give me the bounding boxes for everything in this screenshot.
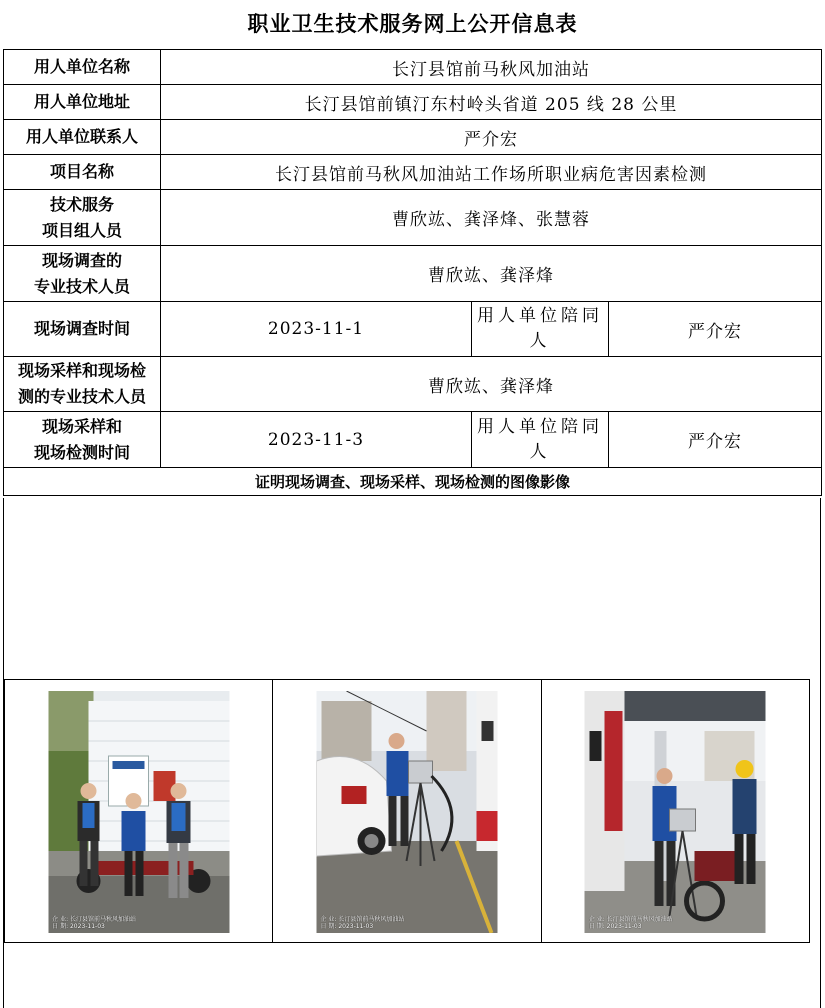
watermark-company: 企 业: 长汀县馆前马秋风加油站: [588, 916, 673, 923]
row-team: [4, 190, 822, 246]
row-unit-name: [4, 50, 822, 85]
label-unit-contact: 用人单位联系人: [4, 120, 161, 155]
value-survey-accompany: 严介宏: [609, 302, 822, 357]
images-header: 证明现场调查、现场采样、现场检测的图像影像: [4, 468, 822, 496]
label-survey-staff: [4, 246, 161, 302]
row-unit-contact: [4, 120, 822, 155]
value-unit-address: 长汀县馆前镇汀东村岭头省道 205 线 28 公里: [161, 85, 822, 120]
label-survey-accompany: 用人单位陪同人: [472, 302, 609, 357]
label-unit-name: 用人单位名称: [4, 50, 161, 85]
value-unit-name: 长汀县馆前马秋风加油站: [161, 50, 822, 85]
photo-cell-2: [273, 680, 541, 942]
photo-grid: [4, 679, 810, 943]
label-sampling-time-line2: 现场检测时间: [33, 442, 130, 462]
label-sampling-time: [4, 412, 161, 468]
watermark-company: 企 业: 长汀县馆前马秋风加油站: [320, 916, 405, 923]
row-sampling-staff: [4, 357, 822, 412]
label-sampling-staff: [4, 357, 161, 412]
photo-sampling-pump: [585, 691, 766, 933]
label-survey-time: 现场调查时间: [4, 302, 161, 357]
photo-cell-1: [5, 680, 273, 942]
photo-watermark-2: [320, 916, 404, 930]
label-team-line2: 项目组人员: [41, 220, 122, 240]
photo-watermark-3: [589, 916, 673, 930]
row-images-header: [4, 468, 822, 496]
photo-cell-3: [542, 680, 809, 942]
value-sampling-accompany: 严介宏: [609, 412, 822, 468]
row-survey-staff: [4, 246, 822, 302]
label-sampling-time-line1: 现场采样和: [41, 416, 122, 436]
label-survey-staff-line2: 专业技术人员: [33, 276, 130, 296]
label-sampling-staff-line1: 现场采样和现场检: [17, 361, 146, 380]
row-survey-time: [4, 302, 822, 357]
row-sampling-time: [4, 412, 822, 468]
label-sampling-staff-line2: 测的专业技术人员: [17, 387, 146, 406]
watermark-date: 日 期: 2023-11-03: [52, 923, 105, 930]
photo-sampling-car: [316, 691, 497, 933]
value-sampling-staff: 曹欣竑、龚泽烽: [161, 357, 822, 412]
value-team: 曹欣竑、龚泽烽、张慧蓉: [161, 190, 822, 246]
label-sampling-accompany: 用人单位陪同人: [472, 412, 609, 468]
label-survey-staff-line1: 现场调查的: [41, 250, 122, 270]
photo-workers: [48, 691, 229, 933]
label-team-line1: 技术服务: [49, 194, 114, 214]
value-unit-contact: 严介宏: [161, 120, 822, 155]
watermark-date: 日 期: 2023-11-03: [588, 923, 642, 930]
row-project-name: [4, 155, 822, 190]
value-survey-staff: 曹欣竑、龚泽烽: [161, 246, 822, 302]
watermark-company: 企 业: 长汀县馆前马秋风加油站: [52, 916, 136, 923]
value-sampling-time: 2023-11-3: [161, 412, 472, 468]
watermark-date: 日 期: 2023-11-03: [320, 923, 374, 930]
page-title: 职业卫生技术服务网上公开信息表: [247, 12, 578, 36]
label-project-name: 项目名称: [4, 155, 161, 190]
label-unit-address: 用人单位地址: [4, 85, 161, 120]
value-project-name: 长汀县馆前马秋风加油站工作场所职业病危害因素检测: [161, 155, 822, 190]
info-table: [3, 49, 822, 496]
value-survey-time: 2023-11-1: [161, 302, 472, 357]
photo-watermark-1: [52, 916, 136, 930]
row-unit-address: [4, 85, 822, 120]
label-team: [4, 190, 161, 246]
